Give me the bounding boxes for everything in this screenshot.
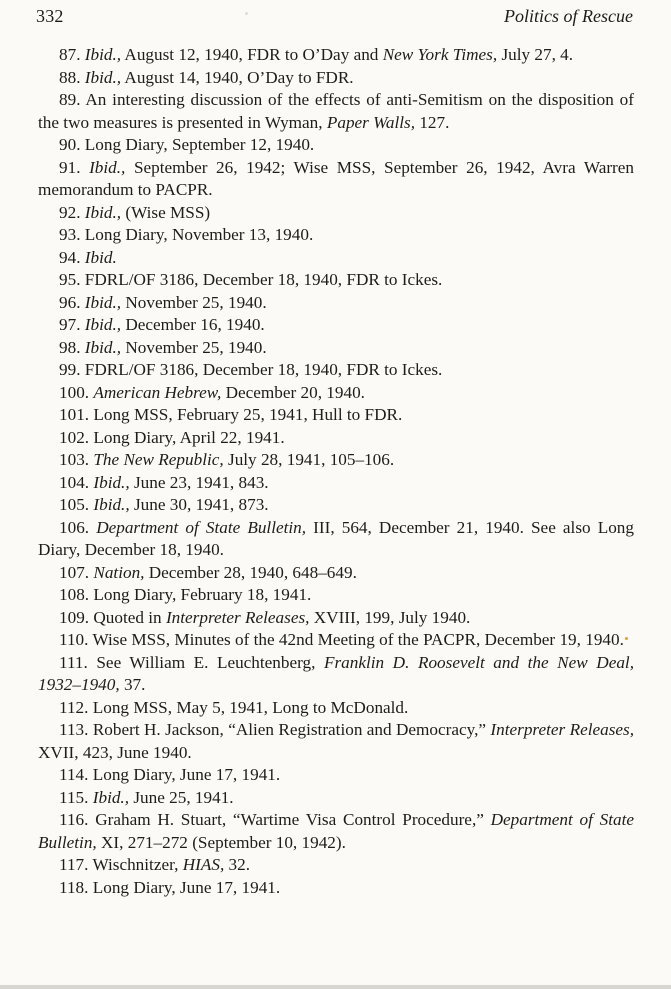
endnote-text: FDRL/OF 3186, December 18, 1940, FDR to Ickes.: [84, 360, 443, 379]
endnote-text: November 25, 1940.: [121, 292, 267, 312]
endnote-italic-text: Ibid.,: [84, 292, 122, 312]
endnote-text: July 27, 4.: [497, 45, 574, 64]
endnote-italic-text: Department of State Bulletin,: [38, 810, 635, 852]
endnote-text: August 14, 1940, O’Day to FDR.: [121, 67, 354, 87]
endnote: [38, 247, 634, 270]
endnote-text: Quoted in: [93, 607, 166, 627]
endnote: [38, 157, 634, 202]
endnote-number: 101.: [59, 405, 90, 424]
endnote-text: Long Diary, June 17, 1941.: [92, 765, 281, 784]
endnote-text: Long Diary, September 12, 1940.: [84, 135, 315, 154]
page-bottom-edge: [0, 985, 671, 989]
endnote-text: Graham H. Stuart, “Wartime Visa Control Procedure,”: [95, 810, 491, 829]
endnote: [38, 517, 634, 562]
endnote-text: An interesting discussion of the effects of anti-Semitism on the disposition of the two measures is presented in Wyman,: [38, 90, 634, 132]
endnote-number: 96.: [59, 292, 81, 312]
endnote: [38, 562, 634, 585]
endnote-number: 93.: [59, 225, 81, 244]
endnote-text: Long Diary, June 17, 1941.: [92, 877, 281, 897]
endnote: [38, 202, 634, 225]
endnote-number: 97.: [59, 315, 81, 334]
endnote: [38, 404, 634, 427]
endnote: [38, 359, 634, 382]
endnote-text: December 28, 1940, 648–649.: [144, 562, 357, 582]
endnote-number: 109.: [59, 607, 90, 627]
endnote-number: 88.: [59, 67, 81, 87]
endnote-number: 118.: [59, 877, 89, 897]
endnote-italic-text: Interpreter Releases,: [490, 720, 634, 739]
endnote-text: June 30, 1941, 873.: [129, 495, 269, 514]
endnote-text: Long MSS, May 5, 1941, Long to McDonald.: [92, 697, 409, 717]
endnote-text: FDRL/OF 3186, December 18, 1940, FDR to Ickes.: [84, 270, 443, 289]
endnote-text: July 28, 1941, 105–106.: [223, 450, 395, 469]
endnote-text: Long Diary, February 18, 1941.: [93, 585, 312, 604]
endnote: [38, 472, 634, 495]
endnote-number: 116.: [59, 810, 89, 829]
endnote: [38, 67, 634, 90]
endnote: [38, 134, 634, 157]
endnote: [38, 787, 634, 810]
endnote: [38, 292, 634, 315]
endnote-italic-text: The New Republic,: [93, 450, 224, 469]
endnote-number: 92.: [59, 202, 81, 222]
endnote-text: 32.: [224, 855, 251, 874]
endnote: [38, 427, 634, 450]
endnote-text: (Wise MSS): [121, 202, 211, 222]
endnote-number: 94.: [59, 247, 81, 267]
endnote-number: 99.: [59, 360, 81, 379]
endnote-number: 107.: [59, 562, 90, 582]
endnote-italic-text: Ibid.,: [93, 495, 130, 514]
endnote-number: 95.: [59, 270, 81, 289]
endnote-number: 103.: [59, 450, 90, 469]
endnote: [38, 44, 634, 67]
endnote-text: Long Diary, November 13, 1940.: [84, 225, 314, 244]
endnote: [38, 89, 634, 134]
endnote-number: 98.: [59, 337, 81, 357]
endnote-italic-text: HIAS,: [182, 855, 225, 874]
endnote: [38, 719, 634, 764]
endnote-text: June 25, 1941.: [129, 787, 234, 807]
endnote-text: Robert H. Jackson, “Alien Registration and Democracy,”: [92, 720, 491, 739]
endnote-text: December 16, 1940.: [121, 315, 265, 334]
endnote: [38, 629, 634, 652]
endnote-text: Wise MSS, Minutes of the 42nd Meeting of the PACPR, December 19, 1940.: [92, 630, 624, 649]
page-number: 332: [36, 6, 64, 26]
endnote-number: 111.: [59, 652, 88, 672]
endnote-text: XI, 271–272 (September 10, 1942).: [96, 832, 346, 852]
endnote: [38, 382, 634, 405]
endnote-text: See William E. Leuchtenberg,: [96, 652, 324, 672]
endnote-italic-text: Interpreter Releases,: [165, 607, 310, 627]
endnote: [38, 809, 634, 854]
paper-speck: [245, 12, 248, 15]
endnote-text: XVIII, 199, July 1940.: [309, 607, 471, 627]
endnote-text: 37.: [119, 675, 146, 694]
endnote-number: 108.: [59, 585, 90, 604]
endnote-number: 114.: [59, 765, 89, 784]
endnote-italic-text: Ibid.,: [84, 45, 122, 64]
endnote: [38, 269, 634, 292]
endnote-italic-text: Ibid.,: [92, 787, 130, 807]
endnote-number: 89.: [59, 90, 81, 109]
endnote: [38, 854, 634, 877]
endnote: [38, 449, 634, 472]
endnote-number: 117.: [59, 855, 89, 874]
endnote: [38, 697, 634, 720]
endnote-italic-text: Ibid.,: [84, 67, 122, 87]
endnote-italic-text: New York Times,: [382, 45, 498, 64]
endnote-text: 127.: [415, 112, 450, 132]
endnote: [38, 877, 634, 900]
endnote-number: 110.: [59, 630, 89, 649]
endnote-italic-text: Ibid.,: [84, 202, 122, 222]
endnote-text: Wischnitzer,: [92, 855, 183, 874]
endnote: [38, 337, 634, 360]
endnote-number: 106.: [59, 517, 90, 537]
endnote-italic-text: American Hebrew,: [93, 382, 222, 402]
endnote: [38, 494, 634, 517]
endnote-italic-text: Nation,: [93, 562, 145, 582]
endnote-italic-text: Department of State Bulletin,: [96, 517, 307, 537]
endnote-text: XVII, 423, June 1940.: [38, 742, 192, 762]
endnote: [38, 584, 634, 607]
endnote: [38, 764, 634, 787]
endnote-italic-text: Paper Walls,: [326, 112, 416, 132]
endnote-italic-text: Ibid.,: [93, 472, 130, 492]
endnote-italic-text: Ibid.: [84, 247, 117, 267]
endnote: [38, 652, 634, 697]
running-title: Politics of Rescue: [504, 6, 633, 26]
endnote-text: August 12, 1940, FDR to O’Day and: [121, 45, 383, 64]
endnote: [38, 607, 634, 630]
endnote-number: 115.: [59, 787, 89, 807]
endnote-italic-text: Franklin D. Roosevelt and the New Deal, 1932–1940,: [38, 652, 635, 694]
endnotes-list: [38, 44, 634, 899]
endnote-number: 112.: [59, 697, 89, 717]
endnote-number: 105.: [59, 495, 90, 514]
endnote-italic-text: Ibid.,: [84, 315, 122, 334]
endnote-text: November 25, 1940.: [121, 337, 267, 357]
endnote-number: 104.: [59, 472, 90, 492]
endnote-italic-text: Ibid.,: [84, 337, 122, 357]
endnote-number: 102.: [59, 427, 90, 447]
endnote-text: September 26, 1942; Wise MSS, September 26, 1942, Avra Warren memorandum to PACPR.: [38, 157, 634, 199]
endnote: [38, 224, 634, 247]
endnote-number: 100.: [59, 382, 90, 402]
endnote-number: 90.: [59, 135, 81, 154]
endnote: [38, 314, 634, 337]
endnote-number: 87.: [59, 45, 81, 64]
endnote-text: III, 564, December 21, 1940. See also Long Diary, December 18, 1940.: [38, 517, 634, 559]
endnote-text: December 20, 1940.: [221, 382, 365, 402]
endnote-italic-text: Ibid.,: [89, 157, 126, 177]
endnote-number: 113.: [59, 720, 89, 739]
endnote-text: Long Diary, April 22, 1941.: [93, 427, 285, 447]
paper-speck: [625, 637, 628, 640]
endnote-number: 91.: [59, 157, 81, 177]
endnote-text: June 23, 1941, 843.: [129, 472, 269, 492]
endnote-text: Long MSS, February 25, 1941, Hull to FDR.: [93, 405, 403, 424]
